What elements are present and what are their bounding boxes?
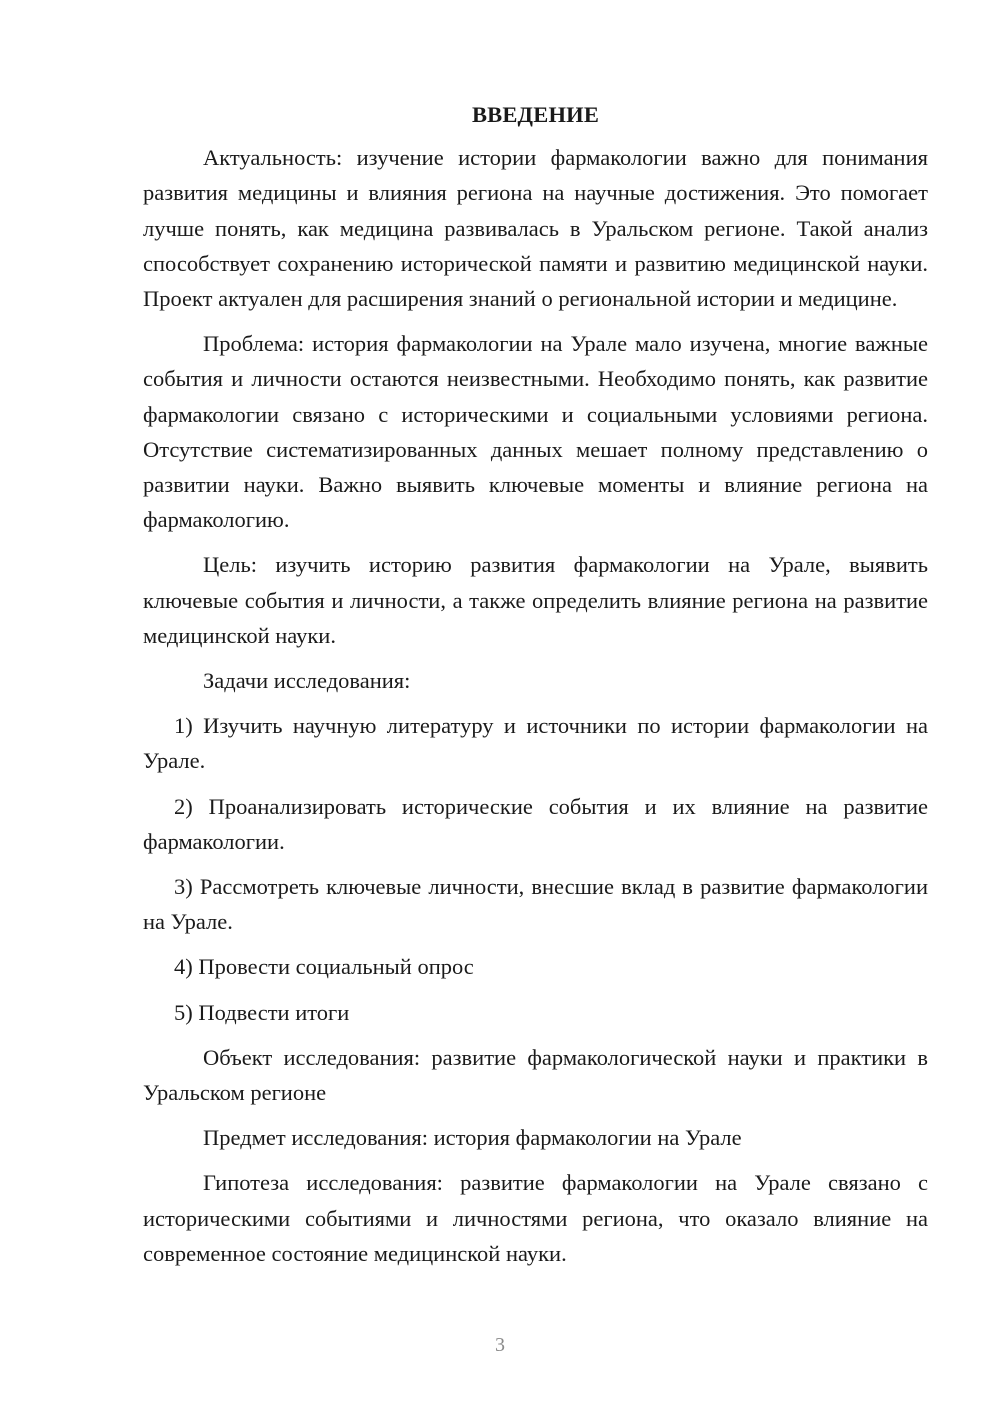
task-item: 4) Провести социальный опрос (174, 954, 474, 980)
task-item: 3) Рассмотреть ключевые личности, внесшие вклад в развитие фармакологии на Урале. (143, 874, 928, 935)
page-title: ВВЕДЕНИЕ (471, 102, 600, 127)
problem-paragraph: Проблема: история фармакологии на Урале мало изучена, многие важные события и личности остаются неизвестными. Необходимо понять, как развитие фармакологии связано с историческими и социальными условиями региона. Отсутствие систематизированных данных мешает полному представлению о развитии науки. Важно выявить ключевые моменты и влияние региона на фармакологию. (143, 331, 928, 533)
page-number: 3 (495, 1334, 505, 1356)
relevance-paragraph: Актуальность: изучение истории фармакологии важно для понимания развития медицины и влияния региона на научные достижения. Это помогает лучше понять, как медицина развивалась в Уральском регионе. Такой анализ способствует сохранению исторической памяти и развитию медицинской науки. Проект актуален для расширения знаний о региональной истории и медицине. (143, 145, 928, 312)
goal-paragraph: Цель: изучить историю развития фармакологии на Урале, выявить ключевые события и личности, а также определить влияние региона на развитие медицинской науки. (143, 552, 928, 648)
tasks-heading: Задачи исследования: (203, 668, 411, 694)
hypothesis-paragraph: Гипотеза исследования: развитие фармакологии на Урале связано с историческими событиями и личностями региона, что оказало влияние на современное состояние медицинской науки. (143, 1170, 928, 1266)
object-paragraph: Объект исследования: развитие фармакологической науки и практики в Уральском регионе (143, 1044, 928, 1106)
subject-paragraph: Предмет исследования: история фармакологии на Урале (203, 1125, 742, 1151)
task-item: 2) Проанализировать исторические события и их влияние на развитие фармакологии. (143, 793, 928, 854)
document-page (143, 97, 928, 1281)
task-item: 1) Изучить научную литературу и источники по истории фармакологии на Урале. (143, 713, 928, 774)
task-item: 5) Подвести итоги (174, 999, 350, 1025)
